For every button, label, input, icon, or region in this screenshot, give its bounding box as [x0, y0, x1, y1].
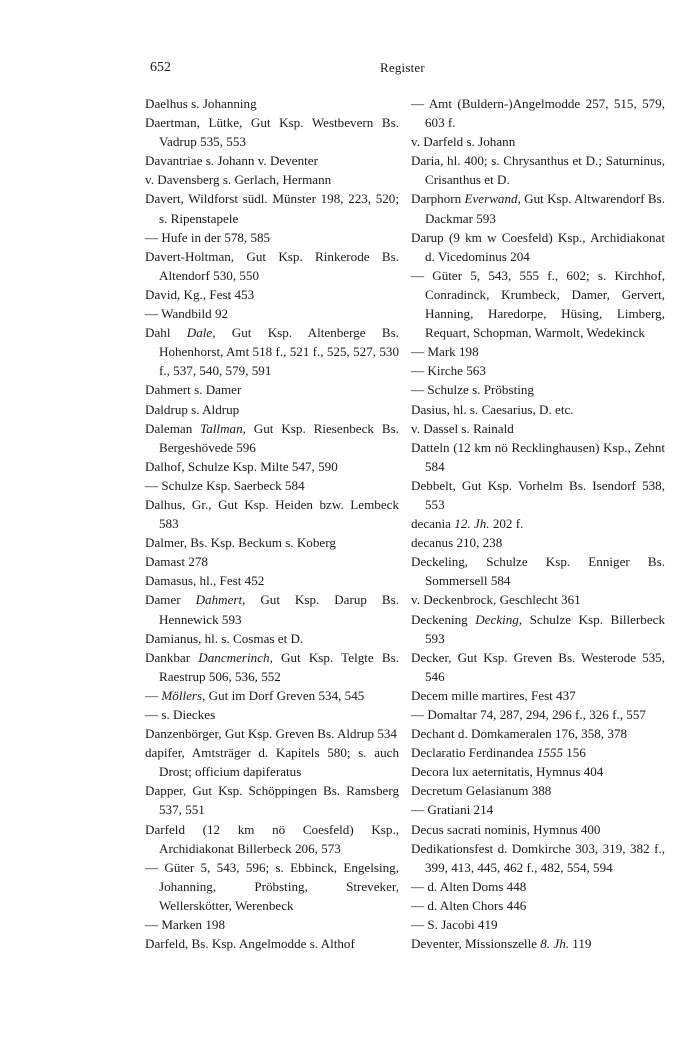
index-entry: — Kirche 563 — [411, 363, 486, 379]
index-entry: Daelhus s. Johanning — [145, 96, 257, 111]
index-entry: David, Kg., Fest 453 — [145, 286, 255, 302]
index-entry: Dalhof, Schulze Ksp. Milte 547, 590 — [145, 458, 338, 474]
index-entry: Davert, Wildforst südl. Münster 198, 223, 520; s. Ripenstapele — [145, 191, 399, 226]
index-entry: Decora lux aeternitatis, Hymnus 404 — [411, 764, 604, 780]
index-entry: — d. Alten Chors 446 — [411, 897, 527, 913]
index-entry: — Amt (Buldern-)Angelmodde 257, 515, 579, 603 f. — [411, 96, 665, 131]
index-entry: Dasius, hl. s. Caesarius, D. etc. — [411, 401, 574, 417]
index-entry: Davert-Holtman, Gut Ksp. Rinkerode Bs. Altendorf 530, 550 — [145, 248, 399, 283]
index-column-left — [145, 94, 399, 953]
index-entry: Daleman Tallman, Gut Ksp. Riesenbeck Bs. Bergeshövede 596 — [145, 420, 399, 455]
index-entry: — Hufe in der 578, 585 — [145, 229, 271, 245]
index-entry: decanus 210, 238 — [411, 535, 503, 551]
index-entry: — Güter 5, 543, 596; s. Ebbinck, Engelsing, Johanning, Pröbsting, Streveker, Wellerskötter, Werenbeck — [145, 859, 399, 913]
index-entry: Dahmert s. Damer — [145, 382, 242, 398]
index-entry: Darphorn Everwand, Gut Ksp. Altwarendorf Bs. Dackmar 593 — [411, 191, 665, 226]
index-entry: Dankbar Dancmerinch, Gut Ksp. Telgte Bs. Raestrup 506, 536, 552 — [145, 649, 399, 684]
index-entry: v. Davensberg s. Gerlach, Hermann — [145, 172, 332, 188]
index-entry: — S. Jacobi 419 — [411, 917, 498, 933]
index-entry: Dalmer, Bs. Ksp. Beckum s. Koberg — [145, 535, 336, 551]
index-column-right — [411, 94, 665, 953]
page-number: 652 — [150, 60, 171, 75]
index-entry: Davantriae s. Johann v. Deventer — [145, 153, 318, 169]
index-entry: Darfeld, Bs. Ksp. Angelmodde s. Althof — [145, 936, 355, 952]
index-entry: Damasus, hl., Fest 452 — [145, 573, 265, 589]
index-entry: Decker, Gut Ksp. Greven Bs. Westerode 535, 546 — [411, 649, 665, 684]
index-entry: Darfeld (12 km nö Coesfeld) Ksp., Archidiakonat Billerbeck 206, 573 — [145, 821, 399, 856]
index-entry: Debbelt, Gut Ksp. Vorhelm Bs. Isendorf 538, 553 — [411, 477, 665, 512]
index-entry: — Wandbild 92 — [145, 306, 229, 322]
index-entry: Dapper, Gut Ksp. Schöppingen Bs. Ramsberg 537, 551 — [145, 783, 399, 818]
index-entry: Declaratio Ferdinandea 1555 156 — [411, 745, 586, 761]
index-entry: decania 12. Jh. 202 f. — [411, 516, 524, 532]
index-entry: Damianus, hl. s. Cosmas et D. — [145, 630, 304, 646]
index-entry: — Güter 5, 543, 555 f., 602; s. Kirchhof, Conradinck, Krumbeck, Damer, Gervert, Hanning, Haredorpe, Hüsing, Limberg, Requart, Schopman, Warmolt, Wedekinck — [411, 267, 665, 341]
index-entry: — Gratiani 214 — [411, 802, 494, 818]
running-head: Register — [380, 60, 425, 75]
index-entry: Dechant d. Domkameralen 176, 358, 378 — [411, 726, 627, 742]
index-entry: Damer Dahmert, Gut Ksp. Darup Bs. Hennewick 593 — [145, 592, 399, 627]
index-entry: Darup (9 km w Coesfeld) Ksp., Archidiakonat d. Vicedominus 204 — [411, 229, 665, 264]
index-entry: Damast 278 — [145, 554, 208, 570]
index-entry: Dahl Dale, Gut Ksp. Altenberge Bs. Hohenhorst, Amt 518 f., 521 f., 525, 527, 530 f., 537, 540, 579, 591 — [145, 325, 399, 379]
index-entry: Daldrup s. Aldrup — [145, 401, 240, 417]
index-entry: Dalhus, Gr., Gut Ksp. Heiden bzw. Lembeck 583 — [145, 496, 399, 532]
index-entry: — Marken 198 — [145, 917, 226, 933]
index-entry: Deventer, Missionszelle 8. Jh. 119 — [411, 936, 592, 952]
index-entry: — d. Alten Doms 448 — [411, 878, 527, 894]
index-entry: Deckening Decking, Schulze Ksp. Billerbeck 593 — [411, 611, 666, 646]
index-entry: — Schulze Ksp. Saerbeck 584 — [145, 477, 305, 493]
index-entry: — s. Dieckes — [145, 707, 216, 722]
index-entry: Deckeling, Schulze Ksp. Enniger Bs. Sommersell 584 — [411, 554, 665, 589]
index-entry: Dedikationsfest d. Domkirche 303, 319, 382 f., 399, 413, 445, 462 f., 482, 554, 594 — [411, 840, 665, 875]
index-entry: — Möllers, Gut im Dorf Greven 534, 545 — [145, 687, 365, 703]
index-entry: Decus sacrati nominis, Hymnus 400 — [411, 821, 601, 837]
index-entry: Datteln (12 km nö Recklinghausen) Ksp., Zehnt 584 — [411, 439, 665, 474]
index-entry: — Schulze s. Pröbsting — [411, 382, 534, 398]
index-entry: Danzenbörger, Gut Ksp. Greven Bs. Aldrup 534 — [145, 726, 397, 742]
index-entry: v. Dassel s. Rainald — [411, 420, 514, 436]
index-entry: — Mark 198 — [411, 344, 479, 360]
index-entry: Decretum Gelasianum 388 — [411, 783, 552, 799]
index-entry: Daria, hl. 400; s. Chrysanthus et D.; Saturninus, Crisanthus et D. — [411, 153, 665, 188]
index-entry: v. Deckenbrock, Geschlecht 361 — [411, 592, 581, 608]
index-entry: v. Darfeld s. Johann — [411, 134, 516, 150]
index-entry: Decem mille martires, Fest 437 — [411, 687, 576, 703]
index-entry: dapifer, Amtsträger d. Kapitels 580; s. auch Drost; officium dapiferatus — [145, 745, 399, 780]
index-entry: Daertman, Lütke, Gut Ksp. Westbevern Bs. Vadrup 535, 553 — [145, 115, 399, 150]
page-header — [0, 60, 700, 84]
index-entry: — Domaltar 74, 287, 294, 296 f., 326 f., 557 — [411, 707, 646, 722]
